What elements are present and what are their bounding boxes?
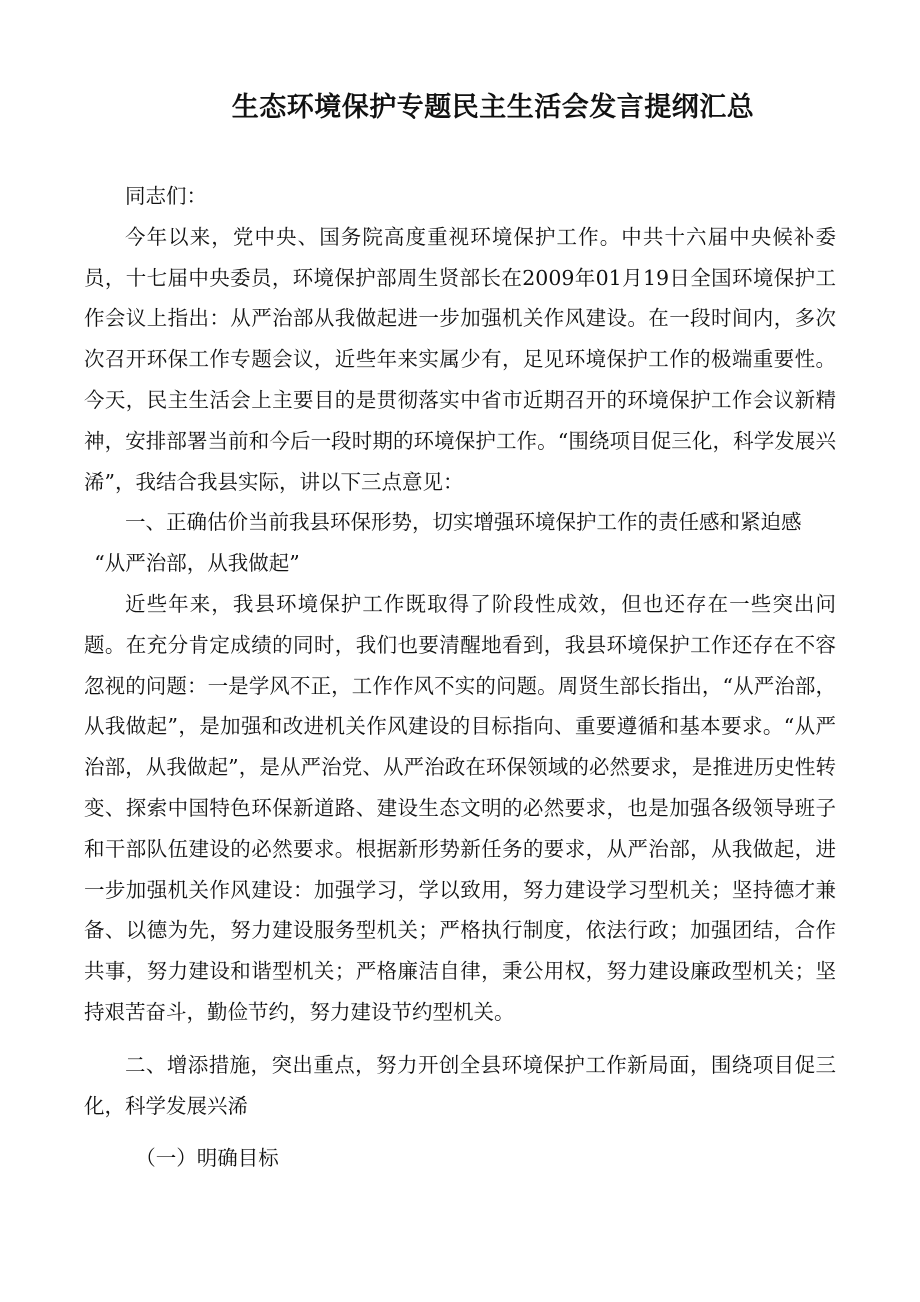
section-heading-2: 二、增添措施，突出重点，努力开创全县环境保护工作新局面，围绕项目促三化，科学发展兴浠: [84, 1052, 836, 1118]
paragraph-intro: 今年以来，党中央、国务院高度重视环境保护工作。中共十六届中央候补委员，十七届中央委员，环境保护部周生贤部长在2009年01月19日全国环境保护工作会议上指出：从严治部从我做起进一步加强机关作风建设。在一段时间内，多次次召开环保工作专题会议，近些年来实属少有，足见环境保护工作的极端重要性。今天，民主生活会上主要目的是贯彻落实中省市近期召开的环境保护工作会议新精神，安排部署当前和今后一段时期的环境保护工作。“围绕项目促三化，科学发展兴浠”，我结合我县实际，讲以下三点意见：: [84, 224, 836, 494]
section-heading-1-quote: “从严治部，从我做起”: [94, 551, 300, 576]
section-heading-1: 一、正确估价当前我县环保形势，切实增强环境保护工作的责任感和紧迫感: [125, 510, 802, 535]
paragraph-gap: [84, 1126, 836, 1138]
paragraph-gap: [84, 1033, 836, 1045]
salutation: 同志们：: [125, 184, 207, 208]
paragraph-problems: 近些年来，我县环境保护工作既取得了阶段性成效，但也还存在一些突出问题。在充分肯定成绩的同时，我们也要清醒地看到，我县环境保护工作还存在不容忽视的问题：一是学风不正，工作作风不实的问题。周贤生部长指出，“从严治部，从我做起”，是加强和改进机关作风建设的目标指向、重要遵循和基本要求。“从严治部，从我做起”，是从严治党、从严治政在环保领域的必然要求，是推进历史性转变、探索中国特色环保新道路、建设生态文明的必然要求，也是加强各级领导班子和干部队伍建设的必然要求。根据新形势新任务的要求，从严治部，从我做起，进一步加强机关作风建设：加强学习，学以致用，努力建设学习型机关；坚持德才兼备、以德为先，努力建设服务型机关；严格执行制度，依法行政；加强团结，合作共事，努力建设和谐型机关；严格廉洁自律，秉公用权，努力建设廉政型机关；坚持艰苦奋斗，勤俭节约，努力建设节约型机关。: [84, 591, 836, 1024]
document-title: 生态环境保护专题民主生活会发言提纲汇总: [231, 92, 755, 123]
subsection-heading-1: （一）明确目标: [135, 1146, 279, 1171]
document-body: [84, 176, 836, 1179]
